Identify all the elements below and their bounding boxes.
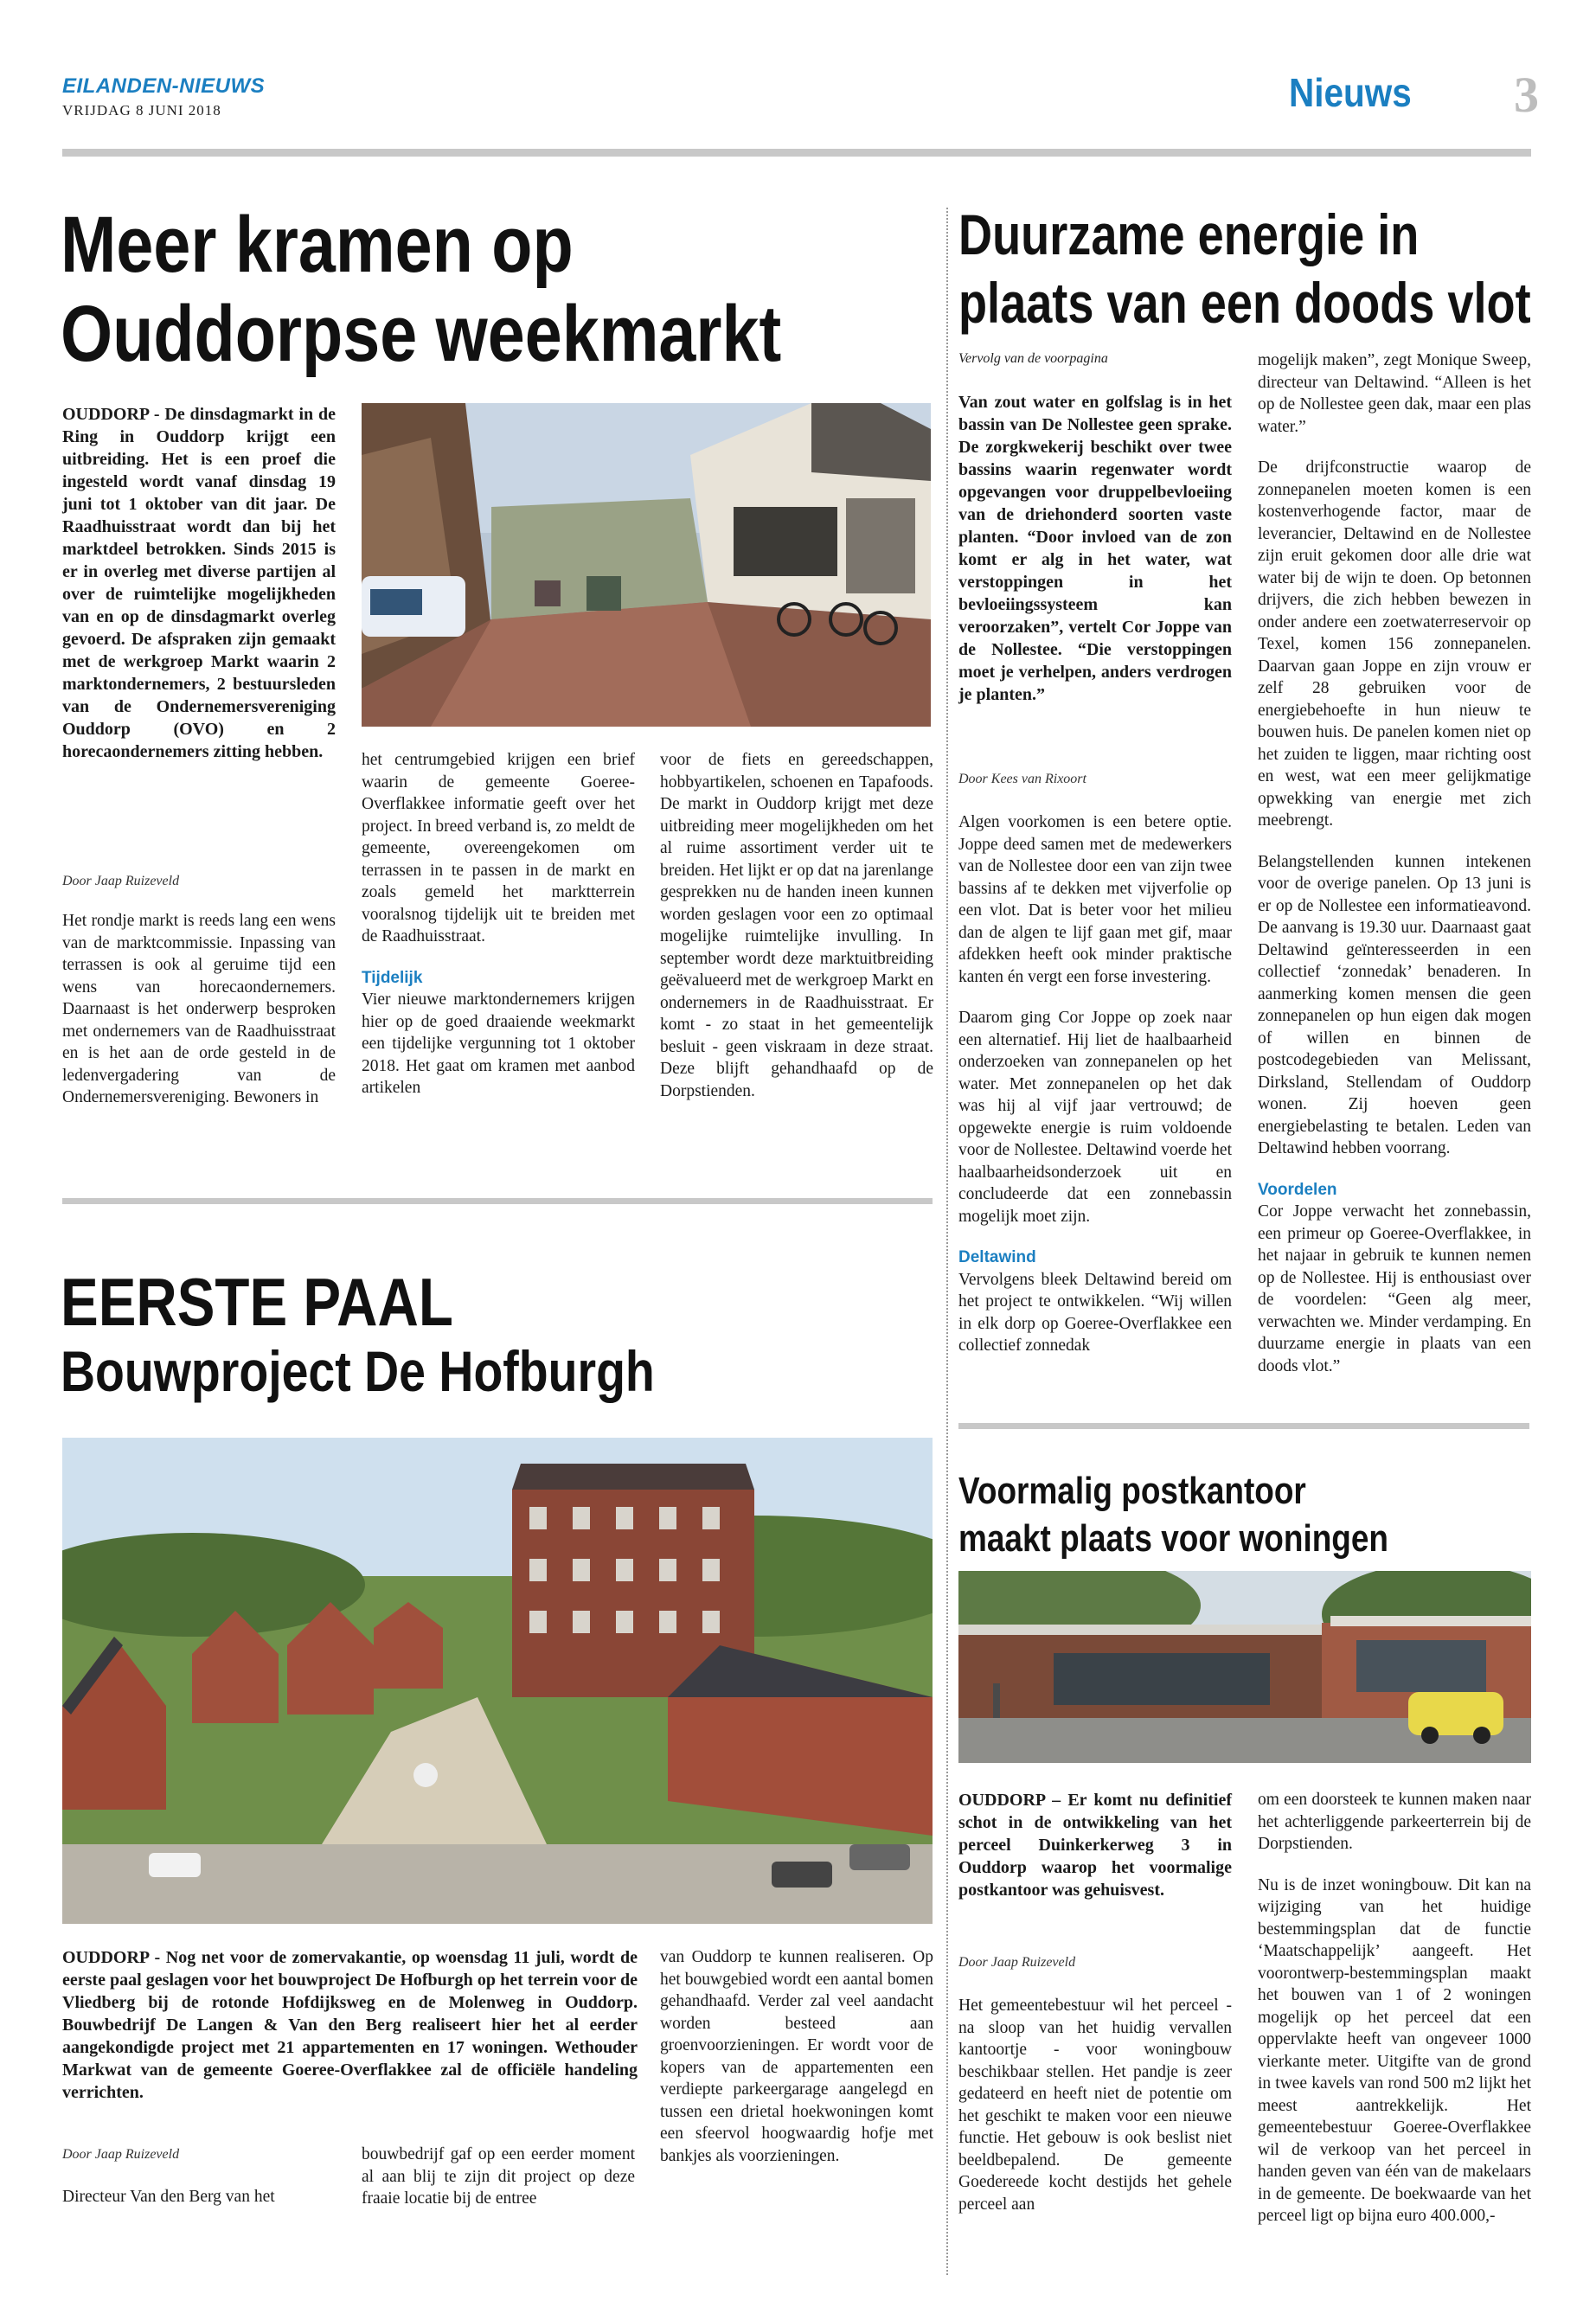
article4-byline: Door Jaap Ruizeveld (958, 1955, 1076, 1970)
article1-headline-line2: Ouddorpse weekmarkt (61, 290, 782, 379)
post-office-photo (958, 1571, 1531, 1763)
article3-column2 (1258, 349, 1531, 1377)
section-title: Nieuws (1289, 70, 1412, 115)
article2-headline (61, 1265, 933, 1404)
article3-headline-line2: plaats van een doods vlot (958, 271, 1531, 336)
article2-column2: bouwbedrijf gaf op een eerder moment al aan blij te zijn dit project op deze fraaie locatie bij de entree (362, 2145, 635, 2208)
article3-headline-line1: Duurzame energie in (958, 202, 1420, 266)
article4-headline-line2: maakt plaats voor woningen (958, 1517, 1389, 1560)
article1-column2-text-a: het centrumgebied krijgen een brief waarin de gemeente Goeree-Overflakkee informatie geeft over het project. In breed verband is, zo meldt de gemeente, overeengekomen om terrassen in te passen in de markt en zoals gemeld het marktterrein vooralsnog tijdelijk uit te breiden met de Raadhuisstraat. (362, 751, 635, 945)
page-number: 3 (1514, 67, 1539, 123)
article1-column1: Het rondje markt is reeds lang een wens van de marktcommissie. Inpassing van terrassen is ook al geruime tijd een wens van horecaondernemers. Daarnaast is het onderwerp besproken met ondernemers van de Raadhuisstraat en is het aan de orde gesteld in de ledenvergadering van de Ondernemersvereniging. Bewoners in (62, 912, 336, 1106)
article3-column2-para2: De drijfconstructie waarop de zonnepanelen moeten komen is een kostenverhogende factor, maar de leverancier, Deltawind en de Nollestee zijn eruit gekomen door alle drie wat water bij de wijn te doen. Op betonnen drijvers, die zich hebben bewezen in onder andere een zoetwaterreservoir op Texel, komen 156 zonnepanelen. Daarvan gaan Joppe en zijn vrouw er zelf 28 gebruiken voor de energiebehoefte in hun nieuw te bouwen huis. De panelen komen niet op het zuiden te liggen, maar richting oost en west, wat een meer gelijkmatige opwekking van energie met zich meebrengt. (1258, 458, 1531, 830)
article2-column1: Directeur Van den Berg van het (62, 2188, 275, 2206)
market-street-photo (362, 403, 931, 727)
article1-lead: OUDDORP - De dinsdagmarkt in de Ring in Ouddorp krijgt een uitbreiding. Het is een proef die ingesteld wordt vanaf dinsdag 19 juni tot 1 oktober van dit jaar. De Raadhuisstraat wordt dan bij het marktdeel betrokken. Sinds 2015 is er in overleg met diverse partijen al over de ruimtelijke mogelijkheden van en op de dinsdagmarkt overleg gevoerd. De afspraken zijn gemaakt met de werkgroep Markt waarin 2 marktondernemers, 2 bestuursleden van de Ondernemersvereniging Ouddorp (OVO) en 2 horecaondernemers zitting hebben. (62, 405, 336, 761)
article4-headline (958, 1467, 1554, 1562)
market-street-photo-image (362, 403, 931, 727)
article3-column2-para4: Cor Joppe verwacht het zonnebassin, een primeur op Goeree-Overflakkee, in het najaar in gebruik te kunnen nemen op de Nollestee. Hij is enthousiast over de voordelen: “Geen alg meer, verwachten we. Minder verdamping. En duurzame energie in plaats van een doods vlot.” (1258, 1202, 1531, 1375)
article3-headline (958, 201, 1540, 337)
article3-column1-para2: Daarom ging Cor Joppe op zoek naar een alternatief. Hij liet de haalbaarheid onderzoeken van zonnepanelen op het water. Met zonnepanelen op het dak was hij al vijf jaar vertrouwd; de opgewekte energie is ruim voldoende voor de Nollestee. Deltawind voerde het haalbaarheidsonderzoek uit en concludeerde dat een zonnebassin mogelijk moet zijn. (958, 1009, 1232, 1226)
article4-column2-para2: Nu is de inzet woningbouw. Dit kan na wijziging van het huidige bestemmingsplan dat de functie ‘Maatschappelijk’ aangeeft. Het voorontwerp-bestemmingsplan maakt het bouwen van 1 of 2 woningen mogelijk op het perceel dat een oppervlakte heeft van ongeveer 1000 vierkante meter. Uitgifte van de grond in twee kavels van rond 500 m2 lijkt het meest aantrekkelijk. Het gemeentebestuur Goeree-Overflakkee wil de verkoop van het perceel in handen geven van één van de makelaars in de gemeente. De boekwaarde van het perceel ligt op bijna euro 400.000,- (1258, 1875, 1531, 2225)
article3-lead: Van zout water en golfslag is in het bassin van De Nollestee geen sprake. De zorgkwekerij beschikt over twee bassins waarin regenwater wordt opgevangen voor druppelbevloeiing van de driehonderd soorten vaste planten. “Door invloed van de zon komt er alg in het water, wat verstoppingen in het bevloeiingssysteem kan veroorzaken”, vertelt Cor Joppe van de Nollestee. “Die verstoppingen moet je verhelpen, anders verdrogen je planten.” (958, 393, 1232, 704)
article1-column3: voor de fiets en gereedschappen, hobbyartikelen, schoenen en Tapafoods. De markt in Ouddorp krijgt met deze uitbreiding meer mogelijkheden om het al ruime assortiment verder uit te breiden. Het lijkt er op dat na jarenlange gesprekken nu de handen ineen kunnen worden geslagen voor een zo optimaal mogelijke ruimtelijke invulling. In september wordt deze marktuitbreiding geëvalueerd met de werkgroep Markt en ondernemers in de Raadhuisstraat. Er komt - zo staat in het gemeentelijk besluit - geen viskraam in deze straat. Deze blijft gehandhaafd op de Dorpstienden. (660, 751, 933, 1100)
article4-headline-line1: Voormalig postkantoor (958, 1470, 1306, 1512)
article1-byline: Door Jaap Ruizeveld (62, 874, 180, 888)
article3-column2-para1: mogelijk maken”, zegt Monique Sweep, directeur van Deltawind. “Alleen is het op de Nollestee geen dak, maar een plas water.” (1258, 351, 1531, 436)
article1-column2-text-b: Vier nieuwe marktondernemers krijgen hier op de goed draaiende weekmarkt een tijdelijke vergunning tot 1 oktober 2018. Het gaat om kramen met aanbod artikelen (362, 990, 635, 1097)
masthead-rule (62, 149, 1531, 157)
newspaper-logo: EILANDEN-NIEUWS (62, 74, 266, 98)
article4-column2 (1258, 1789, 1531, 2227)
article3-column1 (958, 811, 1232, 1357)
article2-headline-line2: Bouwproject De Hofburgh (61, 1339, 655, 1404)
article3-byline: Door Kees van Rixoort (958, 772, 1086, 786)
article1-subheading: Tijdelijk (362, 968, 423, 987)
article-divider-left (62, 1198, 933, 1204)
article2-lead: OUDDORP - Nog net voor de zomervakantie, op woensdag 11 juli, wordt de eerste paal geslagen voor het bouwproject De Hofburgh op het terrein voor de Vliedberg bij de rotonde Hofdijksweg en de Molenweg in Ouddorp. Bouwbedrijf De Langen & Van den Berg realiseert hier het al eerder aangekondigde project met 21 appartementen en 17 woningen. Wethouder Markwat van de gemeente Goeree-Overflakkee zal de officiële handeling verrichten. (62, 1948, 638, 2102)
article2-column3: van Ouddorp te kunnen realiseren. Op het bouwgebied wordt een aantal bomen gehandhaafd. Verder zal veel aandacht worden besteed aan groenvoorzieningen. Er wordt voor de kopers van de appartementen een verdiepte parkeergarage aangelegd en tussen een drietal hoekwoningen komt een sfeervol hoogwaardig hofje met bankjes als voorzieningen. (660, 1948, 933, 2165)
article3-subheading-voordelen: Voordelen (1258, 1180, 1337, 1199)
hofburgh-render-photo (62, 1438, 933, 1924)
hofburgh-render-image (62, 1438, 933, 1924)
article3-column1-para3: Vervolgens bleek Deltawind bereid om het project te ontwikkelen. “Wij willen in elk dorp op Goeree-Overflakkee een collectief zonnedak (958, 1270, 1232, 1355)
article4-lead: OUDDORP – Er komt nu definitief schot in de ontwikkeling van het perceel Duinkerkerweg 3 in Ouddorp waarop het voormalige postkantoor was gehuisvest. (958, 1791, 1232, 1900)
article-divider-right (958, 1423, 1529, 1429)
article3-kicker: Vervolg van de voorpagina (958, 351, 1108, 366)
post-office-image (958, 1571, 1531, 1763)
article4-column1: Het gemeentebestuur wil het perceel - na sloop van het huidig vervallen kantoortje - voor woningbouw beschikbaar stellen. Het pandje is zeer gedateerd en heeft niet de potentie om het geschikt te maken voor een nieuwe functie. Het gebouw is ook beslist niet beeldbepalend. De gemeente Goedereede kocht destijds het gehele perceel aan (958, 1997, 1232, 2214)
column-separator (946, 208, 948, 2275)
article1-headline-line1: Meer kramen op (61, 201, 574, 289)
article1-column2 (362, 749, 635, 1099)
article3-column2-para3: Belangstellenden kunnen intekenen voor de overige panelen. Op 13 juni is er op de Nollestee een informatieavond. De aanvang is 19.30 uur. Daarnaast gaat Deltawind geïnteresseerden in een collectief ‘zonnedak’ benaderen. In aanmerking komen mensen die geen zonnepanelen op hun eigen dak mogen of willen en binnen de postcodegebieden van Melissant, Dirksland, Stellendam of Ouddorp wonen. Zij hoeven geen energiebelasting te betalen. Leden van Deltawind hebben voorrang. (1258, 852, 1531, 1157)
article2-byline: Door Jaap Ruizeveld (62, 2147, 180, 2162)
article3-column1-para1: Algen voorkomen is een betere optie. Joppe deed samen met de medewerkers van de Nollestee door een van zijn twee bassins af te dekken met vijverfolie op een vlot. Dat is beter voor het milieu dan de algen te lijf gaan met gif, maar afdekken heeft ook minder praktische kanten én vergt een forse investering. (958, 813, 1232, 986)
article4-column2-para1: om een doorsteek te kunnen maken naar het achterliggende parkeerterrein bij de Dorpstienden. (1258, 1791, 1531, 1853)
article1-headline (61, 201, 933, 379)
issue-date: VRIJDAG 8 JUNI 2018 (62, 102, 221, 119)
article3-subheading-deltawind: Deltawind (958, 1248, 1036, 1266)
article2-headline-line1: EERSTE PAAL (61, 1264, 453, 1340)
